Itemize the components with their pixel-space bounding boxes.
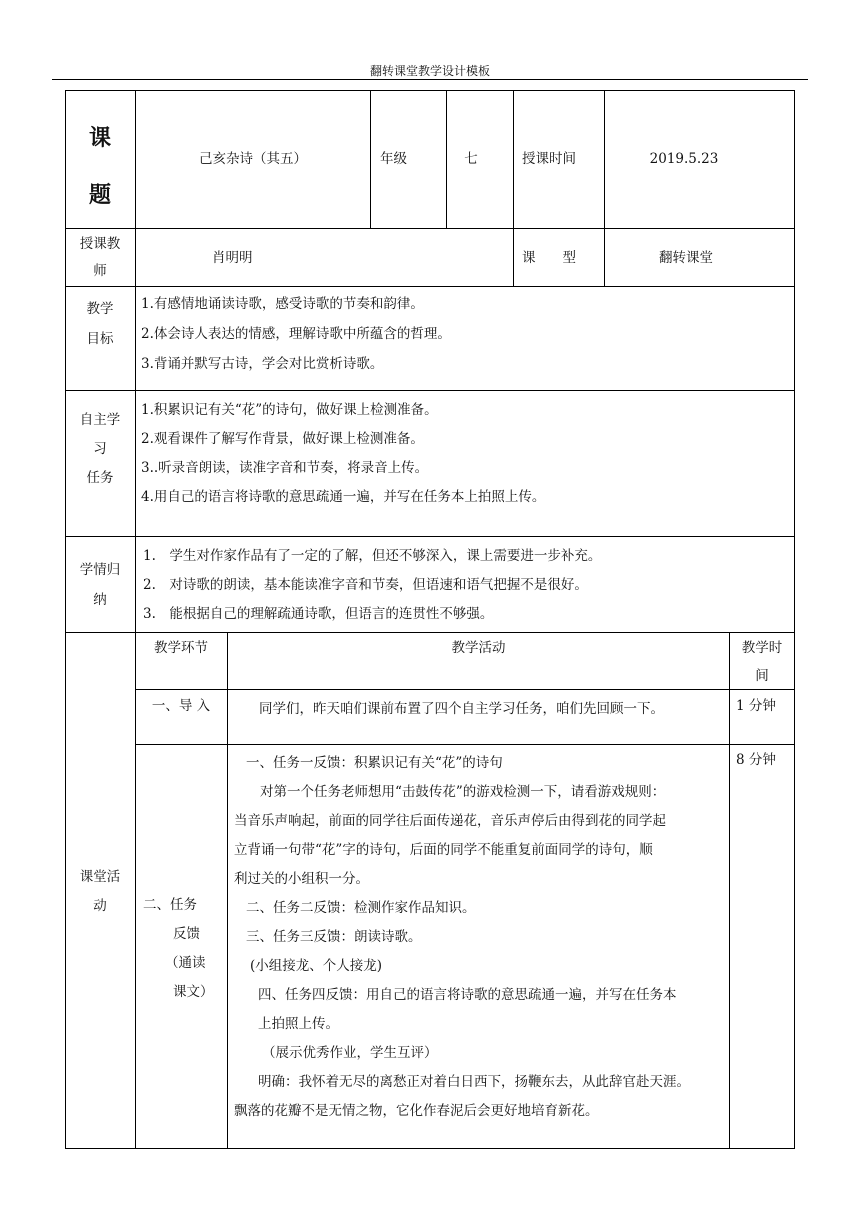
feedback-line: 利过关的小组积一分。: [234, 871, 369, 887]
intro-time: 1 分钟: [736, 698, 776, 714]
task-item: 1.积累识记有关“花”的诗句，做好课上检测准备。: [141, 402, 438, 418]
col-divider: [135, 90, 136, 1149]
feedback-line: 二、任务二反馈：检测作家作品知识。: [246, 900, 476, 916]
feedback-line: （展示优秀作业，学生互评）: [262, 1045, 438, 1061]
tasks-label: 习: [93, 441, 107, 457]
feedback-line: 一、任务一反馈：积累识记有关“花”的诗句: [246, 755, 503, 771]
analysis-item: 1. 学生对作家作品有了一定的了解，但还不够深入，课上需要进一步补充。: [143, 548, 602, 564]
feedback-line: 飘落的花瓣不是无情之物，它化作春泥后会更好地培育新花。: [234, 1103, 599, 1119]
classroom-label: 动: [93, 898, 107, 914]
page-header: 翻转课堂教学设计模板: [369, 64, 490, 78]
row-divider: [135, 689, 795, 690]
goal-item: 2.体会诗人表达的情感，理解诗歌中所蕴含的哲理。: [141, 326, 451, 342]
row-divider: [65, 632, 795, 633]
row-divider: [65, 390, 795, 391]
feedback-line: 上拍照上传。: [258, 1016, 339, 1032]
teacher-label: 师: [93, 263, 107, 279]
goals-label: 目标: [86, 331, 114, 347]
header-rule: [52, 79, 808, 80]
feedback-line: 立背诵一句带“花”字的诗句，后面的同学不能重复前面同学的诗句，顺: [234, 842, 653, 858]
feedback-step: 二、任务: [143, 897, 197, 913]
goals-label: 教学: [86, 301, 114, 317]
feedback-step: 课文）: [173, 984, 214, 1000]
row-divider: [135, 744, 795, 745]
intro-activity: 同学们，昨天咱们课前布置了四个自主学习任务，咱们先回顾一下。: [259, 701, 664, 717]
task-item: 2.观看课件了解写作背景，做好课上检测准备。: [141, 431, 424, 447]
step-header: 教学环节: [154, 640, 208, 656]
course-label-char: 题: [88, 182, 111, 208]
time-value: 2019.5.23: [649, 151, 719, 167]
col-divider: [729, 632, 730, 1149]
time-label: 授课时间: [522, 151, 576, 167]
classroom-label: 课堂活: [79, 869, 121, 885]
tasks-label: 任务: [86, 470, 114, 486]
type-value: 翻转课堂: [659, 250, 713, 266]
analysis-label: 纳: [93, 592, 107, 608]
feedback-time: 8 分钟: [736, 752, 776, 768]
feedback-line: 三、任务三反馈：朗读诗歌。: [246, 929, 422, 945]
activity-header: 教学活动: [451, 640, 506, 656]
type-label: 课 型: [522, 250, 576, 266]
feedback-step: 反馈: [173, 926, 200, 942]
teacher-label: 授课教: [79, 236, 121, 252]
feedback-line: 对第一个任务老师想用“击鼓传花”的游戏检测一下，请看游戏规则：: [260, 784, 666, 800]
task-item: 3..听录音朗读，读准字音和节奏，将录音上传。: [141, 460, 429, 476]
col-divider: [370, 90, 371, 228]
feedback-line: 当音乐声响起，前面的同学往后面传递花，音乐声停后由得到花的同学起: [234, 813, 666, 829]
analysis-label: 学情归: [79, 562, 121, 578]
analysis-item: 3. 能根据自己的理解疏通诗歌，但语言的连贯性不够强。: [143, 606, 494, 622]
feedback-line: (小组接龙、个人接龙): [250, 958, 383, 974]
row-divider: [65, 536, 795, 537]
intro-step: 一、导 入: [151, 698, 211, 714]
col-divider: [513, 90, 514, 286]
course-title: 己亥杂诗（其五）: [199, 151, 307, 167]
tasks-label: 自主学: [79, 412, 121, 428]
feedback-line: 明确：我怀着无尽的离愁正对着白日西下，扬鞭东去，从此辞官赴天涯。: [258, 1074, 690, 1090]
row-divider: [65, 286, 795, 287]
grade-value: 七: [464, 151, 478, 167]
teacher-value: 肖明明: [212, 250, 253, 266]
feedback-line: 四、任务四反馈：用自己的语言将诗歌的意思疏通一遍，并写在任务本: [258, 987, 677, 1003]
analysis-item: 2. 对诗歌的朗读，基本能读准字音和节奏，但语速和语气把握不是很好。: [143, 577, 588, 593]
course-label-char: 课: [88, 125, 111, 151]
goal-item: 1.有感情地诵读诗歌，感受诗歌的节奏和韵律。: [141, 296, 424, 312]
task-item: 4.用自己的语言将诗歌的意思疏通一遍，并写在任务本上拍照上传。: [141, 489, 546, 505]
goal-item: 3.背诵并默写古诗，学会对比赏析诗歌。: [141, 356, 384, 372]
row-divider: [65, 228, 795, 229]
col-divider: [227, 632, 228, 1149]
grade-label: 年级: [380, 151, 407, 167]
time-header: 教学时: [741, 640, 783, 656]
feedback-step: （通读: [165, 955, 206, 971]
time-header: 间: [755, 668, 769, 684]
